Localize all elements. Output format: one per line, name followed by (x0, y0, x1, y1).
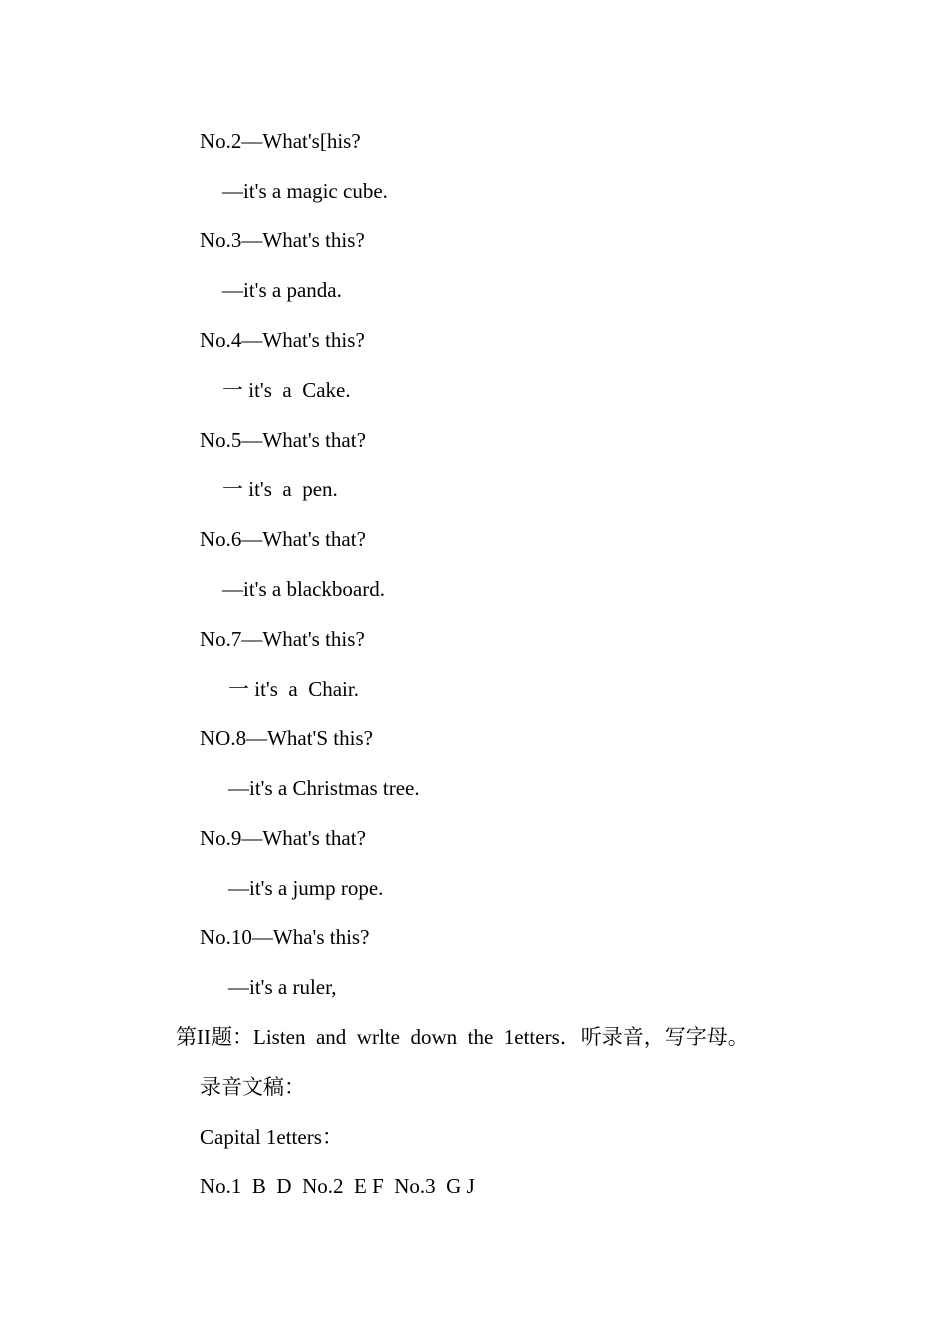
answer-no9: —it's a jump rope. (228, 876, 384, 900)
capital-letters-label: Capital 1etters： (200, 1125, 343, 1149)
question-no3: No.3—What's this? (200, 228, 365, 252)
answer-no7: 一 it's a Chair. (228, 677, 359, 701)
question-no2: No.2—What's[his? (200, 129, 361, 153)
answer-no6: —it's a blackboard. (222, 577, 385, 601)
question-no4: No.4—What's this? (200, 328, 365, 352)
question-no9: No.9—What's that? (200, 826, 366, 850)
question-no5: No.5—What's that? (200, 428, 366, 452)
transcript-label: 录音文稿： (200, 1075, 305, 1099)
letters-row: No.1 B D No.2 E F No.3 G J (200, 1174, 475, 1198)
question-no7: No.7—What's this? (200, 627, 365, 651)
answer-no10: —it's a ruler, (228, 975, 337, 999)
answer-no8: —it's a Christmas tree. (228, 776, 420, 800)
question-no10: No.10—Wha's this? (200, 925, 370, 949)
answer-no3: —it's a panda. (222, 278, 342, 302)
answer-no5: 一 it's a pen. (222, 477, 338, 501)
answer-no2: —it's a magic cube. (222, 179, 388, 203)
section-heading-part-ii: 第II题：Listen and wrlte down the 1etters．听录音，写字母。 (176, 1025, 749, 1049)
question-no8: NO.8—What'S this? (200, 726, 373, 750)
question-no6: No.6—What's that? (200, 527, 366, 551)
answer-no4: 一 it's a Cake. (222, 378, 351, 402)
